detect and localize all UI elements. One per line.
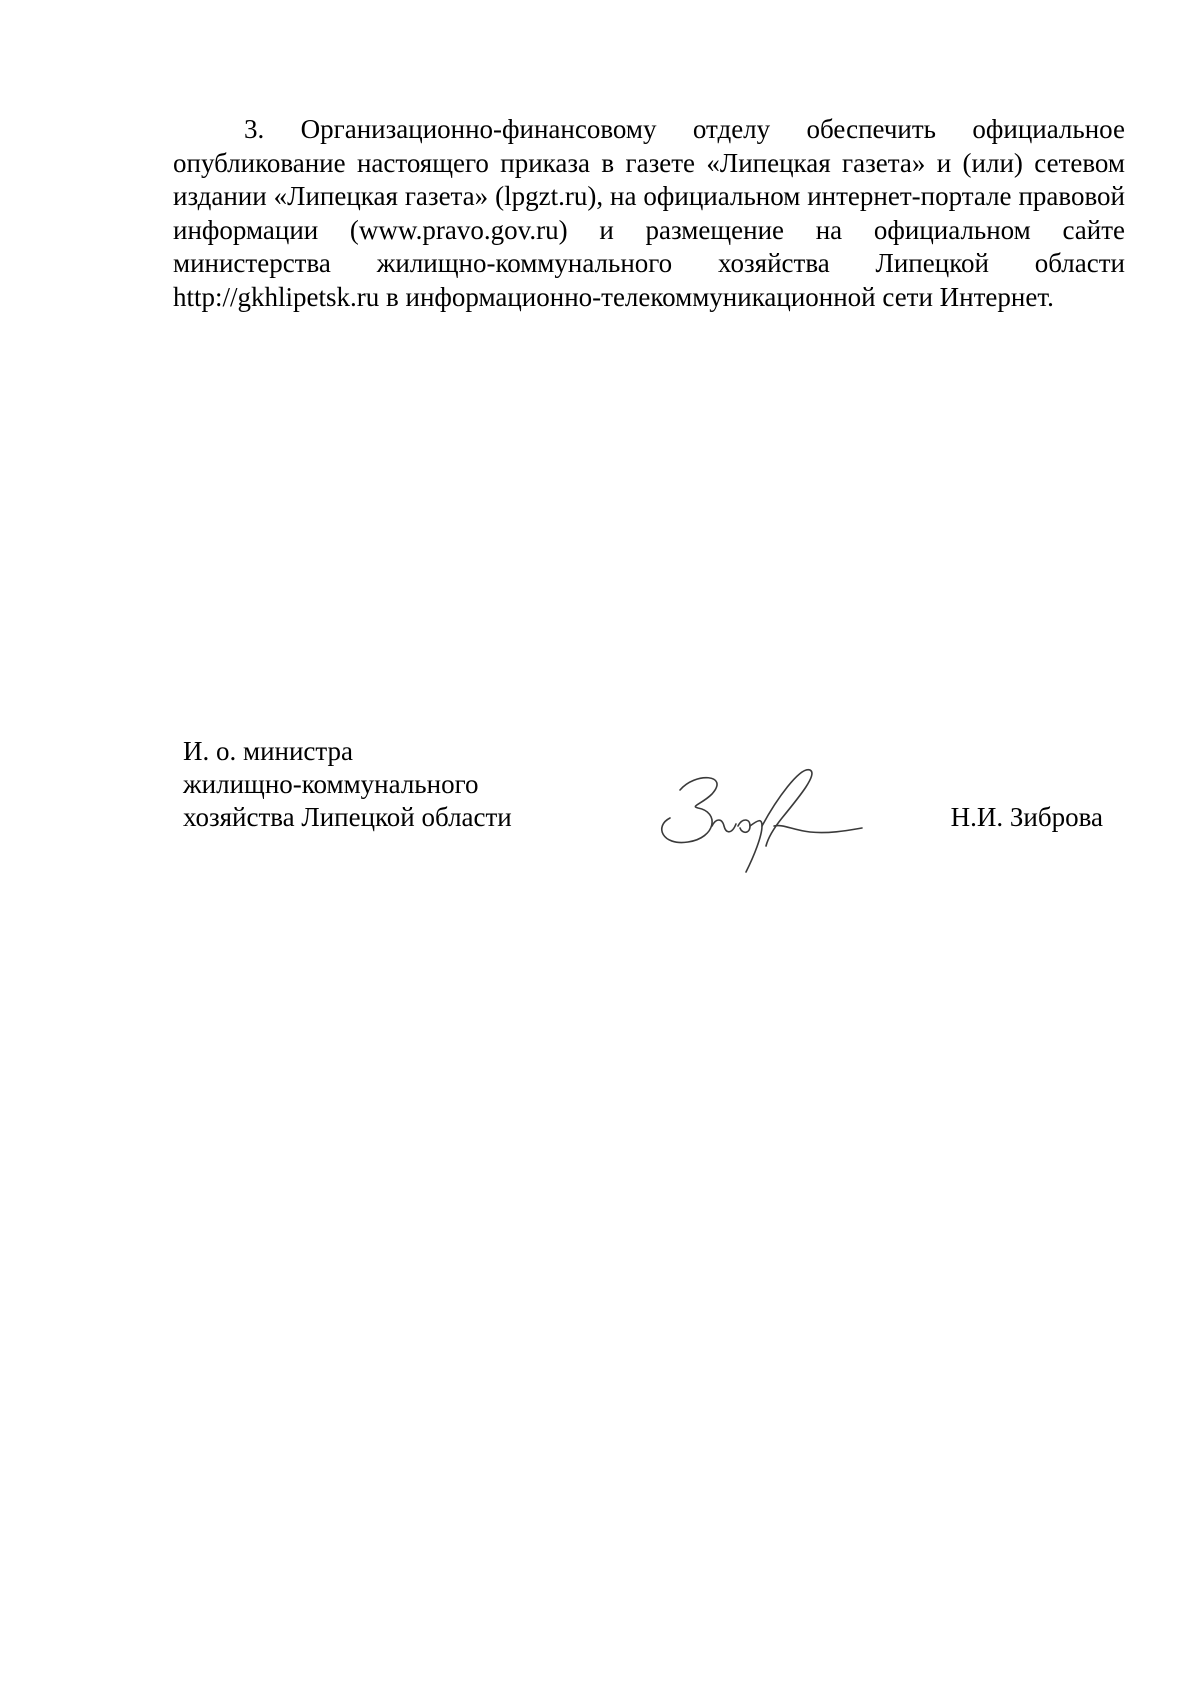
position-line-1: И. о. министра bbox=[183, 736, 354, 766]
signer-position bbox=[183, 735, 563, 834]
handwritten-signature-icon bbox=[650, 760, 870, 880]
position-line-2: жилищно-коммунального bbox=[183, 769, 479, 799]
signer-name: Н.И. Зиброва bbox=[950, 802, 1103, 832]
position-line-3: хозяйства Липецкой области bbox=[183, 802, 512, 832]
paragraph-3: 3. Организационно-финансовому отделу обеспечить официальное опубликование настоящего приказа в газете «Липецкая газета» и (или) сетевом издании «Липецкая газета» (lpgzt.ru), на официальном интернет-портале правовой информации (www.pravo.gov.ru) и размещение на официальном сайте министерства жилищно-коммунального хозяйства Липецкой области http://gkhlipetsk.ru в информационно-телекоммуникационной сети Интернет. bbox=[173, 114, 1125, 312]
